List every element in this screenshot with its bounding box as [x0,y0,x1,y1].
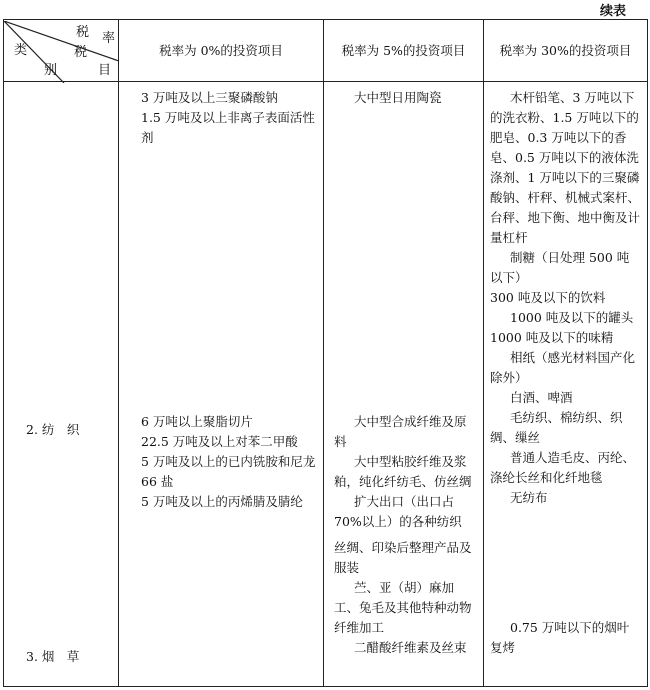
item-5pct-5: 丝绸、印染后整理产品及服装 [334,540,472,575]
item-30pct-9: 无纺布 [510,490,548,505]
item-5pct-6: 苎、亚（胡）麻加工、兔毛及其他特种动物纤维加工 [334,580,472,635]
item-30pct-10: 0.75 万吨以下的烟叶复烤 [490,620,630,655]
corner-lei: 类 [14,42,28,58]
item-5pct-4: 扩大出口（出口占70%以上）的各种纺织 [334,494,462,529]
category-tobacco: 3. 烟 草 [26,649,80,664]
item-0pct-3: 6 万吨以上聚脂切片 [141,414,253,429]
header-row [4,20,648,82]
category-textile: 2. 纺 织 [26,422,80,437]
header-col-5pct: 税率为 5%的投资项目 [324,20,484,82]
col-5pct-cell [324,82,484,687]
item-0pct-5: 5 万吨及以上的已内铣胺和尼龙 66 盐 [141,454,316,489]
item-30pct-1: 木杆铅笔、3 万吨以下的洗衣粉、1.5 万吨以下的肥皂、0.3 万吨以下的香皂、0.5 万吨以下的液体洗涤剂、1 万吨以下的三聚磷酸钠、杆秤、机械式案杆、台秤、地下衡、地中衡及计量杠杆 [490,90,641,245]
header-col-30pct: 税率为 30%的投资项目 [484,20,648,82]
item-5pct-2: 大中型合成纤维及原料 [334,414,467,449]
corner-mu: 目 [98,62,112,78]
item-30pct-8: 普通人造毛皮、丙纶、涤纶长丝和化纤地毯 [490,450,636,485]
item-0pct-6: 5 万吨及以上的丙烯腈及腈纶 [141,494,303,509]
body-row [4,82,648,687]
continued-label: 续表 [599,4,626,19]
item-30pct-6: 白酒、啤酒 [510,390,573,405]
corner-bie: 别 [44,62,58,78]
col-30pct-cell [484,82,648,687]
item-0pct-4: 22.5 万吨及以上对苯二甲酸 [141,434,298,449]
col-0pct-cell [119,82,324,687]
item-0pct-2: 1.5 万吨及以上非离子表面活性剂 [141,110,315,145]
item-30pct-3: 300 吨及以下的饮料 [490,290,606,305]
item-30pct-5: 相纸（感光材料国产化除外） [490,350,636,385]
tax-rate-table [3,19,648,687]
item-30pct-7: 毛纺织、棉纺织、织绸、缫丝 [490,410,623,445]
item-0pct-1: 3 万吨及以上三聚磷酸钠 [141,90,278,105]
item-5pct-1: 大中型日用陶瓷 [354,90,442,105]
corner-shui-top: 税 [76,24,90,40]
item-5pct-7: 二醋酸纤维素及丝束 [354,640,467,655]
item-30pct-2: 制糖（日处理 500 吨以下） [490,250,630,285]
header-col-0pct: 税率为 0%的投资项目 [119,20,324,82]
corner-shui-mid: 税 [74,44,88,60]
corner-lv: 率 [102,30,116,46]
corner-header-cell [4,20,119,82]
category-cell [4,82,119,687]
item-30pct-4: 1000 吨及以下的罐头1000 吨及以下的味精 [490,310,634,345]
item-5pct-3: 大中型粘胶纤维及浆粕，纯化纤纺毛、仿丝绸 [334,454,472,489]
